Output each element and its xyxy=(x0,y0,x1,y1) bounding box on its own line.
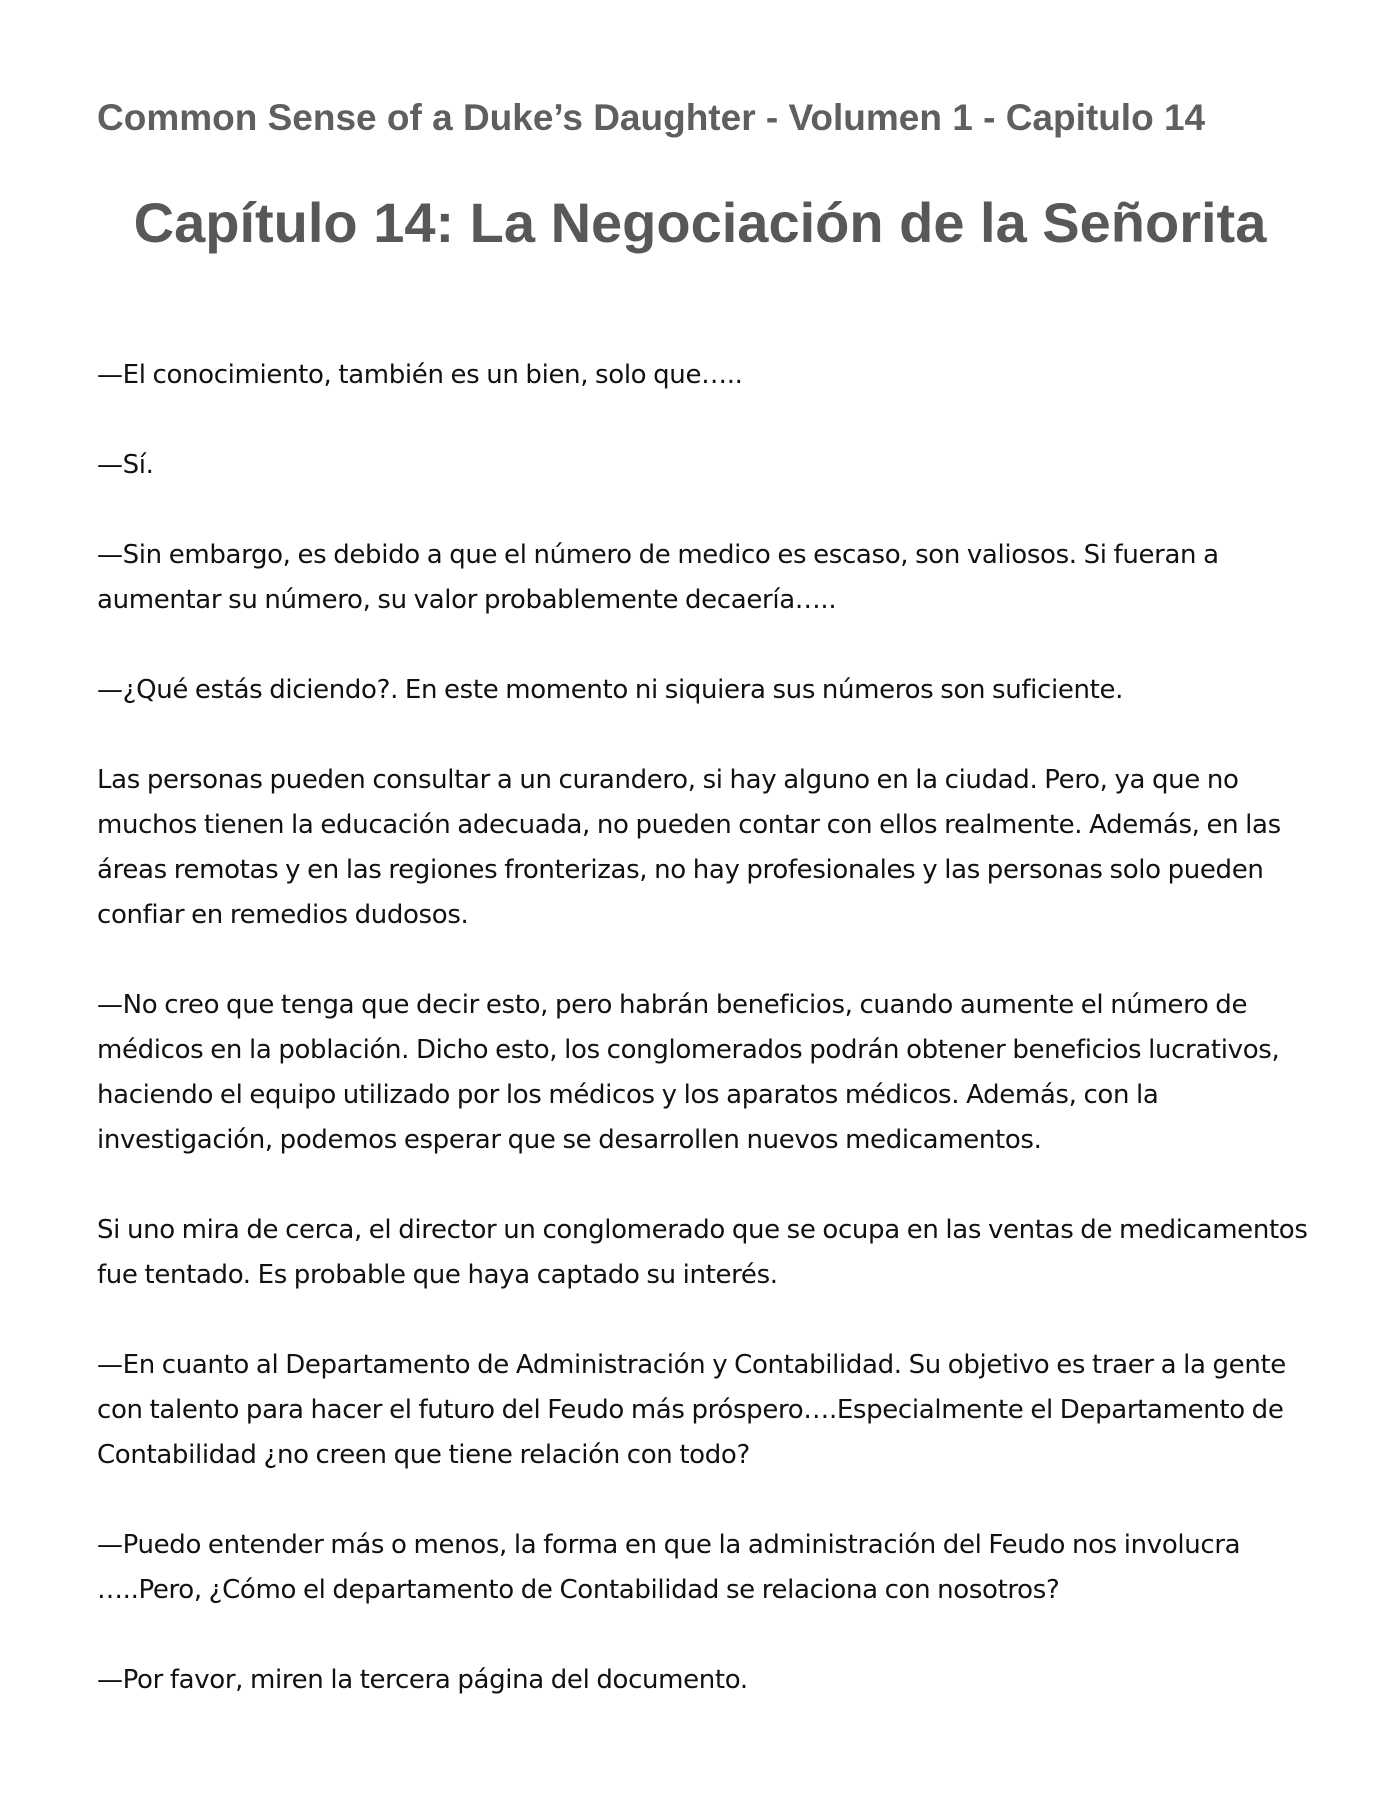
running-header: Common Sense of a Duke’s Daughter - Volumen 1 - Capitulo 14 xyxy=(97,97,1206,138)
chapter-title: Capítulo 14: La Negociación de la Señorita xyxy=(133,191,1267,254)
chapter-body xyxy=(97,353,1317,1748)
paragraph: —El conocimiento, también es un bien, solo que….. xyxy=(97,360,743,390)
paragraph: —Puedo entender más o menos, la forma en que la administración del Feudo nos involucra …..Pero, ¿Cómo el departamento de Contabilidad se relaciona con nosotros? xyxy=(97,1530,1241,1605)
paragraph: —¿Qué estás diciendo?. En este momento ni siquiera sus números son suficiente. xyxy=(97,675,1124,705)
paragraph: —Sí. xyxy=(97,450,154,480)
paragraph: —Sin embargo, es debido a que el número de medico es escaso, son valiosos. Si fueran a aumentar su número, su valor probablemente decaería….. xyxy=(97,540,1219,615)
paragraph: Si uno mira de cerca, el director un conglomerado que se ocupa en las ventas de medicamentos fue tentado. Es probable que haya captado su interés. xyxy=(97,1215,1308,1290)
paragraph: —No creo que tenga que decir esto, pero habrán beneficios, cuando aumente el número de médicos en la población. Dicho esto, los conglomerados podrán obtener beneficios lucrativos, haciendo el equipo utilizado por los médicos y los aparatos médicos. Además, con la investigación, podemos esperar que se desarrollen nuevos medicamentos. xyxy=(97,990,1280,1155)
paragraph: —Por favor, miren la tercera página del documento. xyxy=(97,1665,748,1695)
paragraph: Las personas pueden consultar a un curandero, si hay alguno en la ciudad. Pero, ya que no muchos tienen la educación adecuada, no pueden contar con ellos realmente. Además, en las áreas remotas y en las regiones fronterizas, no hay profesionales y las personas solo pueden confiar en remedios dudosos. xyxy=(97,765,1281,930)
paragraph: —En cuanto al Departamento de Administración y Contabilidad. Su objetivo es traer a la gente con talento para hacer el futuro del Feudo más próspero….Especialmente el Departamento de Contabilidad ¿no creen que tiene relación con todo? xyxy=(97,1350,1286,1470)
